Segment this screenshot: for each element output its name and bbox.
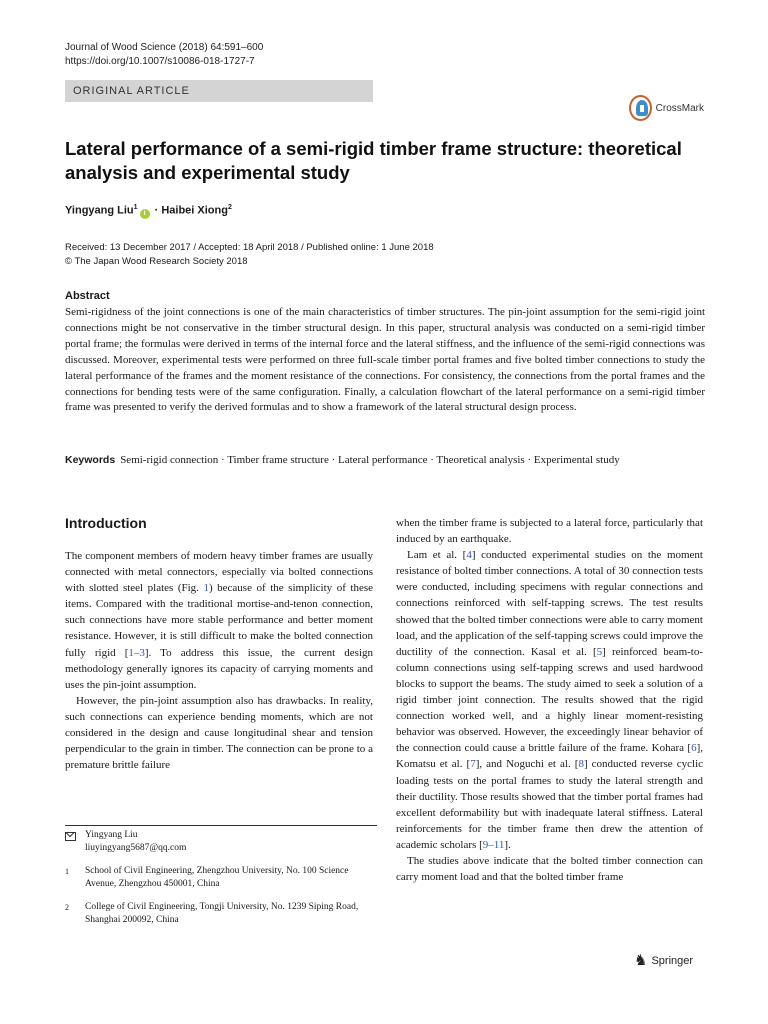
- footnote-divider: [65, 825, 377, 826]
- date-history: Received: 13 December 2017 / Accepted: 18 April 2018 / Published online: 1 June 2018: [65, 242, 434, 253]
- affiliation-number: 1: [65, 867, 69, 876]
- citation-link[interactable]: 1–3: [128, 646, 145, 659]
- affiliation: [65, 901, 373, 927]
- footnotes: [65, 829, 373, 937]
- affiliation: [65, 865, 373, 891]
- figure-link[interactable]: 1: [203, 582, 209, 595]
- keywords-label: Keywords: [65, 454, 116, 466]
- paragraph: The component members of modern heavy timber frames are usually connected with metal connectors, especially via bolted connections with slotted steel plates (Fig. 1) because of the simplicity of these items. Compared with the traditional mortise-and-tenon connection, such connections have more stable performance and better moment resistance. However, it is still difficult to make the bolted connection fully rigid [1–3]. To address this issue, the current design methodology generally ignores its capacity of carrying moments and uses the pin-joint assumption.: [65, 550, 374, 691]
- journal-citation: Journal of Wood Science (2018) 64:591–600: [65, 42, 264, 53]
- left-column: [65, 548, 373, 773]
- affiliation-text: School of Civil Engineering, Zhengzhou University, No. 100 Science Avenue, Zhengzhou 450001, China: [85, 866, 349, 889]
- citation-link[interactable]: 7: [470, 758, 476, 771]
- crossmark-badge[interactable]: [629, 93, 704, 123]
- corresponding-name: Yingyang Liu: [85, 830, 138, 840]
- article-type-banner: ORIGINAL ARTICLE: [65, 80, 373, 102]
- author-separator: ·: [151, 204, 162, 217]
- envelope-icon: [65, 832, 76, 841]
- citation-link[interactable]: 5: [596, 645, 603, 658]
- doi-link[interactable]: https://doi.org/10.1007/s10086-018-1727-7: [65, 56, 255, 67]
- keywords: [65, 453, 705, 469]
- copyright: © The Japan Wood Research Society 2018: [65, 256, 248, 267]
- keywords-text: Semi-rigid connection · Timber frame structure · Lateral performance · Theoretical analysis · Experimental study: [120, 454, 620, 466]
- journal-header: [65, 41, 263, 69]
- publication-dates: [65, 241, 434, 269]
- affiliation-number: 2: [65, 903, 69, 912]
- author-list: [65, 204, 232, 219]
- abstract-text: Semi-rigidness of the joint connections is one of the main characteristics of timber structures. The pin-joint assumption for the semi-rigid joint connections might be not conservative in the timber structural design. In this paper, structural analysis was conducted on a semi-rigid timber portal frame; the formulas were derived in terms of the internal force and the lateral stiffness, and the influence of the semi-rigid connections was discussed. Moreover, experimental tests were performed on three full-scale timber portal frames and five bolted timber connections to study the lateral performance of the frames and the moment resistance of the connections. For consistency, the connections from the portal frames and the connections for bending tests were of the same configuration. Finally, a calculation flowchart of the lateral performance on a semi-rigid timber frame was presented to verify the derived formulas and to show a framework of the lateral structural design process.: [65, 306, 706, 414]
- section-heading-introduction: Introduction: [65, 515, 147, 531]
- publisher-name: Springer: [651, 954, 694, 967]
- publisher-logo: [634, 953, 693, 968]
- paragraph: The studies above indicate that the bolted timber connection can carry moment load and that the bolted timber frame: [396, 854, 703, 884]
- abstract-heading: Abstract: [65, 290, 110, 302]
- citation-link[interactable]: 4: [466, 549, 472, 562]
- crossmark-label: CrossMark: [655, 102, 704, 114]
- author-name[interactable]: Haibei Xiong: [161, 204, 228, 217]
- crossmark-icon: [629, 95, 652, 121]
- corresponding-email[interactable]: liuyingyang5687@qq.com: [85, 843, 187, 853]
- affiliation-text: College of Civil Engineering, Tongji University, No. 1239 Siping Road, Shanghai 200092, China: [85, 902, 359, 925]
- article-title: Lateral performance of a semi-rigid timber frame structure: theoretical analysis and experimental study: [65, 138, 682, 183]
- paragraph: Lam et al. [4] conducted experimental studies on the moment resistance of bolted timber connections. A total of 30 connection tests were conducted, including specimens with regular connections and connections reinforced with self-tapping screws. The test results showed that the bolted timber connections were able to carry moment load, and the application of the self-tapping screws could improve the ductility of the connection. Kasal et al. [5] reinforced beam-to-column connections using self-tapping screws and used hardwood blocks to support the beams. The study aimed to seek a solution of a rigid timber joint connection. The results showed that the rigid connection worked well, and a highly linear moment-resisting behavior was observed. However, the exceedingly linear behavior of the connection could cause a brittle failure of the frame. Kohara [6], Komatsu et al. [7], and Noguchi et al. [8] conducted reverse cyclic loading tests on the portal frames to study the lateral strength and their ductility. Those results showed that the timber portal frames had excellent deformability but with inadequate lateral stiffness. Lateral reinforcements for the timber frame then drew the attention of academic scholars [9–11].: [396, 549, 704, 851]
- paragraph: when the timber frame is subjected to a lateral force, particularly that induced by an earthquake.: [396, 517, 703, 546]
- orcid-icon[interactable]: i: [140, 209, 150, 219]
- affiliation-mark: 1: [133, 204, 138, 211]
- corresponding-author: [65, 829, 373, 855]
- citation-link[interactable]: 6: [691, 742, 697, 755]
- citation-link[interactable]: 8: [578, 758, 584, 771]
- affiliation-mark: 2: [227, 204, 232, 211]
- paragraph: However, the pin-joint assumption also has drawbacks. In reality, such connections can experience bending moments, which are not considered in the design and cause longitudinal shear and tension perpendicular to the grain in timber. The connection can be prone to a premature brittle failure: [65, 694, 373, 772]
- author-name[interactable]: Yingyang Liu: [65, 204, 134, 217]
- citation-link[interactable]: 9–11: [482, 838, 505, 851]
- springer-horse-icon: ♞: [634, 952, 648, 969]
- right-column: [396, 515, 703, 885]
